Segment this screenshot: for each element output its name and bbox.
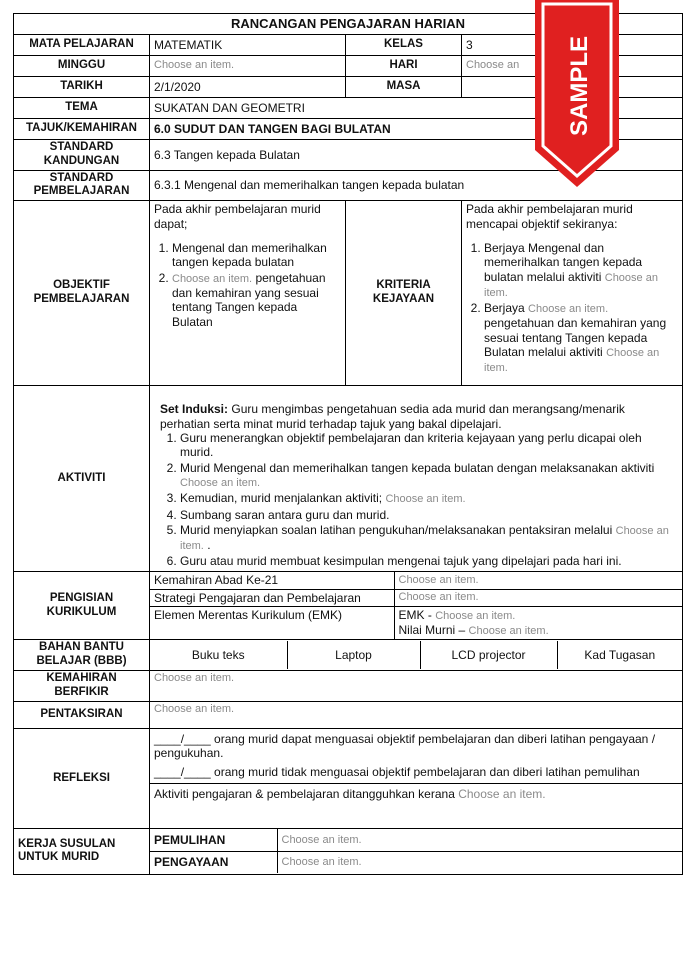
refleksi-line-2: ____/____ orang murid tidak menguasai objektif pembelajaran dan diberi latihan pemulihan (154, 764, 640, 779)
kriteria-item-1-select[interactable]: Choose an item. (484, 271, 658, 299)
refleksi-lines (150, 729, 682, 784)
nilai-row (399, 623, 679, 638)
objektif-label: OBJEKTIF PEMBELAJARAN (14, 201, 150, 386)
bbb-item-laptop[interactable]: Laptop (287, 641, 420, 669)
aktiviti-content (150, 386, 683, 572)
susulan-table (150, 829, 682, 873)
sample-ribbon-badge (533, 0, 621, 188)
standard-pembelajaran-value[interactable]: 6.3.1 Mengenal dan memerihalkan tangen kepada bulatan (150, 170, 683, 201)
set-induksi-text: Guru mengimbas pengetahuan sedia ada murid dan merangsang/menarik perhatian serta minat murid terhadap tajuk yang bakal dipelajari. (160, 402, 625, 431)
kemahiran-berfikir-select[interactable]: Choose an item. (150, 670, 683, 701)
page-title: RANCANGAN PENGAJARAN HARIAN (14, 14, 683, 35)
aktiviti-step-5-select[interactable]: Choose an item. (180, 524, 669, 553)
refleksi-line-3-text: Aktiviti pengajaran & pembelajaran ditangguhkan kerana (154, 787, 455, 802)
minggu-label: MINGGU (14, 56, 150, 77)
bbb-item-kad[interactable]: Kad Tugasan (557, 641, 682, 669)
objektif-item-1: 1. Mengenal dan memerihalkan tangen kepada bulatan (172, 241, 341, 270)
aktiviti-step-5 (180, 523, 678, 553)
nilai-text: Nilai Murni – (398, 623, 466, 638)
aktiviti-step-2 (180, 461, 678, 491)
objektif-item-2-select[interactable]: Choose an item. (172, 272, 253, 285)
refleksi-line-3 (150, 784, 682, 804)
aktiviti-step-2-text: Murid Mengenal dan memerihalkan tangen kepada bulatan dengan melaksanakan aktiviti (180, 460, 655, 475)
kriteria-content (462, 201, 683, 386)
mata-pelajaran-label: MATA PELAJARAN (14, 35, 150, 56)
abad-21-label: Kemahiran Abad Ke-21 (150, 572, 394, 589)
pengisian-kurikulum-label: PENGISIAN KURIKULUM (14, 572, 150, 640)
kerja-susulan-content (150, 828, 683, 874)
aktiviti-step-3-text: Kemudian, murid menjalankan aktiviti; (180, 491, 383, 506)
tema-value[interactable]: SUKATAN DAN GEOMETRI (150, 98, 683, 119)
kemahiran-berfikir-label: KEMAHIRAN BERFIKIR (14, 670, 150, 701)
standard-kandungan-value[interactable]: 6.3 Tangen kepada Bulatan (150, 140, 683, 171)
kriteria-item-1-text: Berjaya Mengenal dan memerihalkan tangen kepada bulatan melalui aktiviti (484, 240, 643, 284)
hari-label: HARI (346, 56, 462, 77)
kurikulum-table (150, 572, 682, 639)
aktiviti-step-6: 6. Guru atau murid membuat kesimpulan mengenai tajuk yang dipelajari pada hari ini. (180, 554, 678, 568)
standard-pembelajaran-label: STANDARD PEMBELAJARAN (14, 170, 150, 201)
masa-label: MASA (346, 77, 462, 98)
aktiviti-step-4: 4. Sumbang saran antara guru dan murid. (180, 508, 678, 522)
nilai-select[interactable]: Choose an item. (468, 625, 549, 638)
aktiviti-step-5-text: Murid menyiapkan soalan latihan pengukuhan/melaksanakan pentaksiran melalui (180, 522, 613, 537)
bbb-label: BAHAN BANTU BELAJAR (BBB) (14, 640, 150, 671)
abad-21-select[interactable]: Choose an item. (394, 572, 682, 589)
aktiviti-step-3-select[interactable]: Choose an item. (385, 493, 466, 506)
set-induksi (154, 402, 678, 431)
hari-select[interactable]: Choose an (462, 56, 683, 77)
refleksi-line-1: ____/____ orang murid dapat menguasai objektif pembelajaran dan diberi latihan pengayaan / pengukuhan. (154, 731, 656, 761)
aktiviti-label: AKTIVITI (14, 386, 150, 572)
pemulihan-select[interactable]: Choose an item. (277, 829, 682, 851)
aktiviti-step-1: 1. Guru menerangkan objektif pembelajaran dan kriteria kejayaan yang perlu dicapai oleh murid. (180, 431, 678, 460)
kriteria-intro: Pada akhir pembelajaran murid mencapai objektif sekiranya: (466, 202, 633, 231)
pentaksiran-label: PENTAKSIRAN (14, 701, 150, 728)
sample-text: SAMPLE (566, 35, 593, 136)
kriteria-item-2-select[interactable]: Choose an item. (528, 303, 609, 316)
strategi-select[interactable]: Choose an item. (394, 589, 682, 606)
mata-pelajaran-value[interactable]: MATEMATIK (150, 35, 346, 56)
tajuk-label: TAJUK/KEMAHIRAN (14, 119, 150, 140)
aktiviti-step-2-select[interactable]: Choose an item. (180, 477, 261, 490)
kerja-susulan-label: KERJA SUSULAN UNTUK MURID (14, 828, 150, 874)
emk-text: EMK - (398, 607, 432, 622)
objektif-intro: Pada akhir pembelajaran murid dapat; (154, 202, 321, 231)
kriteria-item-2 (484, 301, 678, 375)
standard-kandungan-label: STANDARD KANDUNGAN (14, 140, 150, 171)
kelas-value[interactable]: 3 (462, 35, 683, 56)
kriteria-item-2-head: Berjaya (484, 301, 525, 316)
bbb-item-buku-teks[interactable]: Buku teks (191, 647, 245, 662)
minggu-select[interactable]: Choose an item. (150, 56, 346, 77)
bbb-item-lcd[interactable]: LCD projector (420, 641, 557, 669)
objektif-item-2-text: pengetahuan dan kemahiran yang sesuai tentang Tangen kepada Bulatan (172, 270, 326, 329)
kriteria-item-2-text: pengetahuan dan kemahiran yang sesuai tentang Tangen kepada Bulatan melalui aktiviti (484, 316, 667, 360)
objektif-item-2 (172, 271, 341, 329)
bbb-table (150, 641, 682, 669)
tema-label: TEMA (14, 98, 150, 119)
tarikh-label: TARIKH (14, 77, 150, 98)
tajuk-value[interactable]: 6.0 SUDUT DAN TANGEN BAGI BULATAN (150, 119, 683, 140)
aktiviti-step-5-tail: . (207, 538, 211, 553)
aktiviti-step-3 (180, 491, 678, 506)
pengayaan-select[interactable]: Choose an item. (277, 851, 682, 873)
emk-select[interactable]: Choose an item. (435, 609, 516, 622)
emk-row (399, 608, 679, 623)
bbb-content (150, 640, 683, 671)
refleksi-line-3-select[interactable]: Choose an item. (458, 787, 546, 802)
emk-cell (394, 606, 682, 639)
strategi-label: Strategi Pengajaran dan Pembelajaran (150, 589, 394, 606)
objektif-content (150, 201, 346, 386)
kriteria-item-2-select-2[interactable]: Choose an item. (484, 347, 660, 375)
pengisian-kurikulum-content (150, 572, 683, 640)
refleksi-content (150, 728, 683, 828)
tarikh-value[interactable]: 2/1/2020 (150, 77, 346, 98)
refleksi-label: REFLEKSI (14, 728, 150, 828)
pengayaan-label: PENGAYAAN (154, 855, 229, 870)
emk-label: Elemen Merentas Kurikulum (EMK) (154, 607, 343, 622)
set-induksi-label: Set Induksi: (160, 402, 229, 417)
kelas-label: KELAS (346, 35, 462, 56)
kriteria-item-1 (484, 241, 678, 300)
sample-ribbon-icon (533, 0, 621, 188)
kriteria-label: KRITERIA KEJAYAAN (346, 201, 462, 386)
pemulihan-label: PEMULIHAN (150, 829, 277, 851)
pentaksiran-select[interactable]: Choose an item. (150, 701, 683, 728)
